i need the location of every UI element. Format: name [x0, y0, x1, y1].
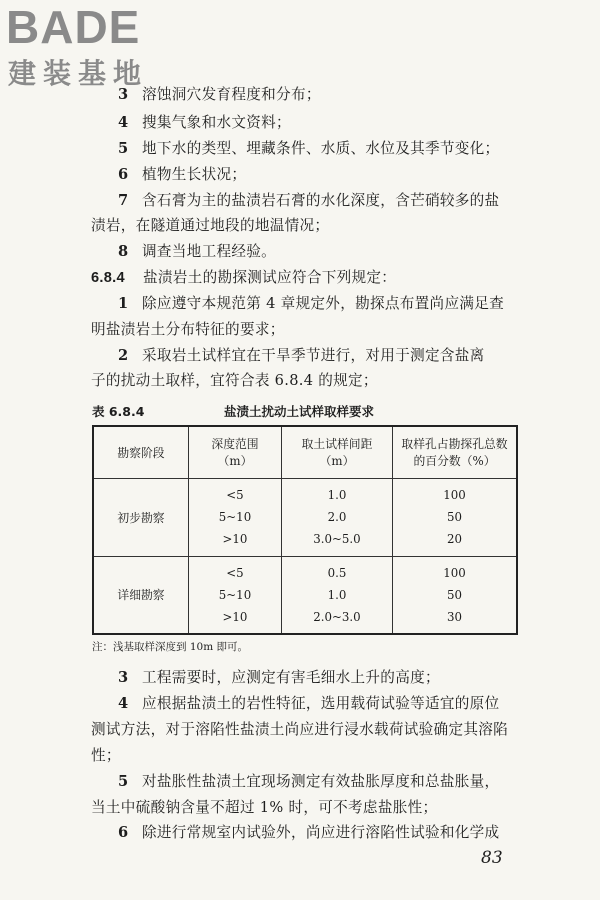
- table-header-row: [93, 426, 517, 478]
- paragraph-continuation: 性；: [91, 747, 121, 764]
- table-note: 注：浅基取样深度到 10m 即可。: [92, 641, 248, 653]
- table-row: [93, 556, 517, 634]
- section-heading: 6.8.4 盐渍岩土的勘探测试应符合下列规定：: [91, 269, 397, 286]
- spacing-cell: 1.0 2.0 3.0~5.0: [282, 478, 393, 556]
- table-row: [93, 478, 517, 556]
- header-depth: 深度范围 （m）: [189, 426, 282, 478]
- paragraph-continuation: 测试方法，对于溶陷性盐渍土尚应进行浸水载荷试验确定其溶陷: [91, 721, 509, 738]
- ratio-cell: 100 50 30: [393, 556, 518, 634]
- header-ratio: 取样孔占勘探孔总数 的百分数（%）: [393, 426, 518, 478]
- list-item: 3 工程需要时，应测定有害毛细水上升的高度；: [118, 669, 440, 686]
- depth-cell: <5 5~10 >10: [189, 556, 282, 634]
- paragraph-continuation: 子的扰动土取样，宜符合表 6.8.4 的规定；: [91, 372, 378, 389]
- spacing-cell: 0.5 1.0 2.0~3.0: [282, 556, 393, 634]
- list-item: 4 应根据盐渍土的岩性特征，选用载荷试验等适宜的原位: [118, 695, 500, 712]
- table-label: 表 6.8.4: [92, 404, 145, 419]
- paragraph-continuation: 渍岩，在隧道通过地段的地温情况；: [91, 217, 330, 234]
- list-item: 4 搜集气象和水文资料；: [118, 114, 291, 131]
- table-title: 盐渍土扰动土试样取样要求: [224, 404, 375, 419]
- list-item: 3 溶蚀洞穴发育程度和分布；: [118, 86, 321, 103]
- paragraph-continuation: 明盐渍岩土分布特征的要求；: [91, 321, 285, 338]
- list-item: 6 植物生长状况；: [118, 166, 247, 183]
- sampling-table: [92, 425, 518, 635]
- list-item: 1 除应遵守本规范第 4 章规定外，勘探点布置尚应满足查: [118, 295, 505, 312]
- list-item: 5 地下水的类型、埋藏条件、水质、水位及其季节变化；: [118, 140, 500, 157]
- list-item: 7 含石膏为主的盐渍岩石膏的水化深度，含芒硝较多的盐: [118, 192, 500, 209]
- ratio-cell: 100 50 20: [393, 478, 518, 556]
- list-item: 2 采取岩土试样宜在干旱季节进行，对用于测定含盐离: [118, 347, 485, 364]
- stage-cell: 初步勘察: [93, 478, 189, 556]
- logo-title: BADE: [6, 1, 141, 53]
- header-spacing: 取土试样间距 （m）: [282, 426, 393, 478]
- header-stage: 勘察阶段: [93, 426, 189, 478]
- stage-cell: 详细勘察: [93, 556, 189, 634]
- list-item: 6 除进行常规室内试验外，尚应进行溶陷性试验和化学成: [118, 824, 500, 841]
- paragraph-continuation: 当土中硫酸钠含量不超过 1% 时，可不考虑盐胀性；: [91, 799, 438, 816]
- logo-subtitle: 建装基地: [8, 57, 149, 90]
- depth-cell: <5 5~10 >10: [189, 478, 282, 556]
- page-number: 83: [481, 848, 503, 868]
- list-item: 5 对盐胀性盐渍土宜现场测定有效盐胀厚度和总盐胀量，: [118, 773, 500, 790]
- list-item: 8 调查当地工程经验。: [118, 243, 277, 260]
